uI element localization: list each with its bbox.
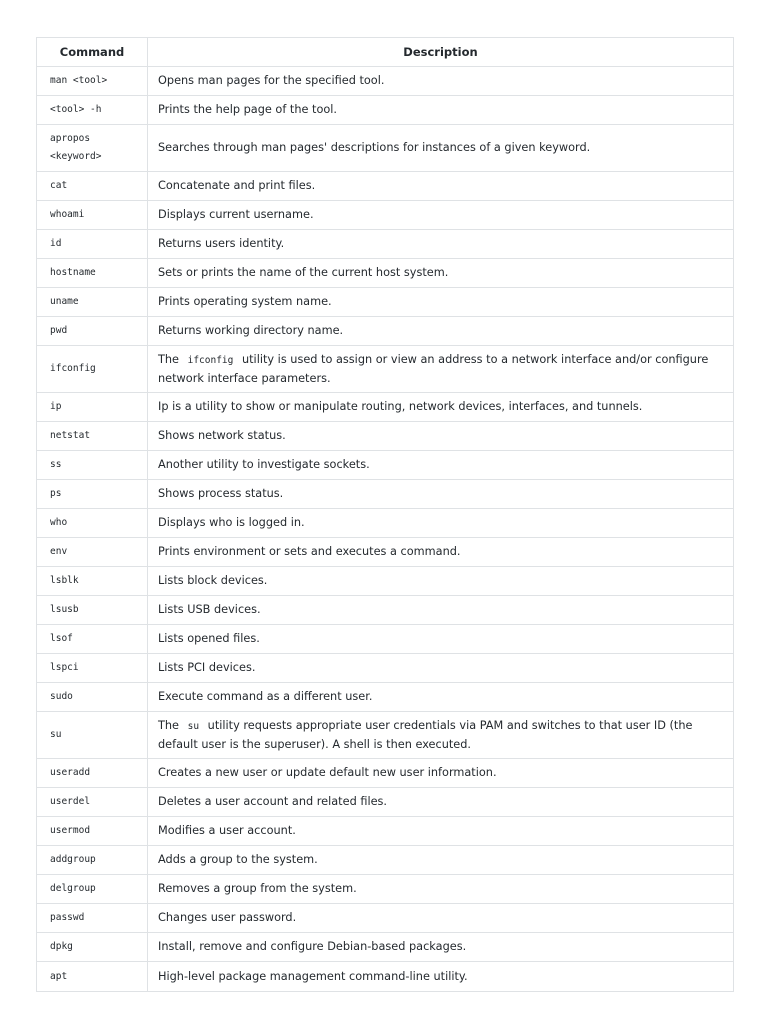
header-description: Description [148,38,734,67]
table-row [37,346,734,393]
table-row [37,451,734,480]
description-cell: Prints operating system name. [148,288,734,317]
description-cell: Adds a group to the system. [148,846,734,875]
table-row [37,817,734,846]
command-cell: lsof [37,625,148,654]
table-row [37,201,734,230]
description-cell: Displays current username. [148,201,734,230]
command-cell: who [37,509,148,538]
command-cell: ss [37,451,148,480]
table-row [37,712,734,759]
table-row [37,846,734,875]
description-text: utility requests appropriate user credentials via PAM and switches to that user ID (the default user is the superuser). A shell is then executed. [158,718,693,751]
table-row [37,125,734,172]
table-row [37,288,734,317]
command-cell: useradd [37,759,148,788]
table-row [37,96,734,125]
table-row [37,538,734,567]
description-text: utility is used to assign or view an address to a network interface and/or configure network interface parameters. [158,352,709,385]
description-cell: Lists PCI devices. [148,654,734,683]
description-text: The [158,718,180,732]
description-cell: Lists USB devices. [148,596,734,625]
table-row [37,962,734,992]
command-cell: delgroup [37,875,148,904]
table-row [37,509,734,538]
table-row [37,480,734,509]
table-row [37,788,734,817]
description-cell [148,346,734,393]
command-cell: lspci [37,654,148,683]
command-cell: passwd [37,904,148,933]
table-row [37,230,734,259]
description-cell: Opens man pages for the specified tool. [148,67,734,96]
table-row [37,904,734,933]
command-cell: id [37,230,148,259]
command-cell: su [37,712,148,759]
description-text: The [158,352,180,366]
description-cell [148,712,734,759]
command-cell: cat [37,172,148,201]
table-row [37,172,734,201]
table-row [37,317,734,346]
table-row [37,67,734,96]
table-header-row [37,38,734,67]
description-cell: High-level package management command-line utility. [148,962,734,992]
description-cell: Concatenate and print files. [148,172,734,201]
description-cell: Sets or prints the name of the current host system. [148,259,734,288]
command-table [36,37,734,992]
command-cell: whoami [37,201,148,230]
table-row [37,422,734,451]
description-cell: Searches through man pages' descriptions for instances of a given keyword. [148,125,734,172]
description-cell: Creates a new user or update default new user information. [148,759,734,788]
command-cell: userdel [37,788,148,817]
table-row [37,259,734,288]
description-cell: Removes a group from the system. [148,875,734,904]
table-row [37,759,734,788]
command-cell: hostname [37,259,148,288]
description-cell: Shows process status. [148,480,734,509]
description-cell: Changes user password. [148,904,734,933]
command-cell: lsblk [37,567,148,596]
description-cell: Prints the help page of the tool. [148,96,734,125]
table-row [37,393,734,422]
command-cell: <tool> -h [37,96,148,125]
command-cell: uname [37,288,148,317]
table-row [37,875,734,904]
command-cell: apt [37,962,148,992]
description-cell: Install, remove and configure Debian-based packages. [148,933,734,962]
description-cell: Returns working directory name. [148,317,734,346]
table-row [37,654,734,683]
header-command: Command [37,38,148,67]
description-cell: Shows network status. [148,422,734,451]
command-cell: ip [37,393,148,422]
table-row [37,625,734,654]
description-cell: Returns users identity. [148,230,734,259]
description-cell: Ip is a utility to show or manipulate routing, network devices, interfaces, and tunnels. [148,393,734,422]
command-cell: env [37,538,148,567]
command-cell: addgroup [37,846,148,875]
description-cell: Another utility to investigate sockets. [148,451,734,480]
command-cell: man <tool> [37,67,148,96]
command-cell: ps [37,480,148,509]
command-cell: pwd [37,317,148,346]
command-table-container [36,37,733,992]
command-cell: ifconfig [37,346,148,393]
command-cell: usermod [37,817,148,846]
command-cell: sudo [37,683,148,712]
description-cell: Deletes a user account and related files. [148,788,734,817]
inline-code: ifconfig [187,354,234,366]
description-cell: Execute command as a different user. [148,683,734,712]
inline-code: su [187,720,200,732]
table-row [37,683,734,712]
table-row [37,596,734,625]
description-cell: Displays who is logged in. [148,509,734,538]
table-row [37,933,734,962]
description-cell: Lists block devices. [148,567,734,596]
command-cell: netstat [37,422,148,451]
description-cell: Prints environment or sets and executes a command. [148,538,734,567]
description-cell: Lists opened files. [148,625,734,654]
command-cell: apropos <keyword> [37,125,148,172]
command-cell: lsusb [37,596,148,625]
description-cell: Modifies a user account. [148,817,734,846]
table-row [37,567,734,596]
command-cell: dpkg [37,933,148,962]
